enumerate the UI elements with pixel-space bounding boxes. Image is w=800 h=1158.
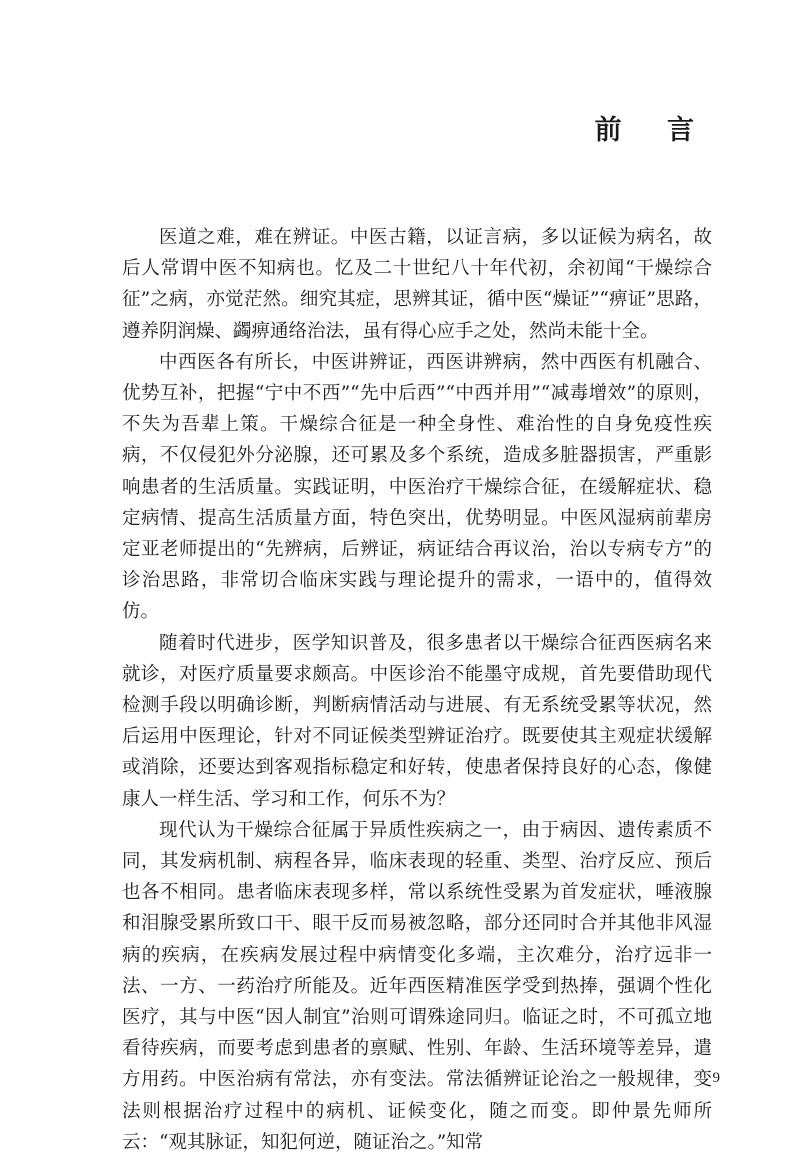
page-number: 9	[712, 1070, 720, 1086]
body-text	[122, 222, 712, 1158]
paragraph: 随着时代进步，医学知识普及，很多患者以干燥综合征西医病名来就诊，对医疗质量要求颇高。中医诊治不能墨守成规，首先要借助现代检测手段以明确诊断，判断病情活动与进展、有无系统受累等状况，然后运用中医理论，针对不同证候类型辨证治疗。既要使其主观症状缓解或消除，还要达到客观指标稳定和好转，使患者保持良好的心态，像健康人一样生活、学习和工作，何乐不为？	[122, 632, 712, 810]
page-title: 前 言	[594, 115, 712, 146]
paragraph: 现代认为干燥综合征属于异质性疾病之一，由于病因、遗传素质不同，其发病机制、病程各异，临床表现的轻重、类型、治疗反应、预后也各不相同。患者临床表现多样，常以系统性受累为首发症状，唾液腺和泪腺受累所致口干、眼干反而易被忽略，部分还同时合并其他非风湿病的疾病，在疾病发展过程中病情变化多端，主次难分，治疗远非一法、一方、一药治疗所能及。近年西医精准医学受到热捧，强调个性化医疗，其与中医“因人制宜”治则可谓殊途同归。临证之时，不可孤立地看待疾病，而要考虑到患者的禀赋、性别、年龄、生活环境等差异，遣方用药。中医治病有常法，亦有变法。常法循辨证论治之一般规律，变法则根据治疗过程中的病机、证候变化，随之而变。即仲景先师所云：“观其脉证，知犯何逆，随证治之。”知常	[122, 819, 712, 1153]
paragraph: 中西医各有所长，中医讲辨证，西医讲辨病，然中西医有机融合、优势互补，把握“宁中不西”“先中后西”“中西并用”“减毒增效”的原则，不失为吾辈上策。干燥综合征是一种全身性、难治性的自身免疫性疾病，不仅侵犯外分泌腺，还可累及多个系统，造成多脏器损害，严重影响患者的生活质量。实践证明，中医治疗干燥综合征，在缓解症状、稳定病情、提高生活质量方面，特色突出，优势明显。中医风湿病前辈房定亚老师提出的“先辨病，后辨证，病证结合再议治，治以专病专方”的诊治思路，非常切合临床实践与理论提升的需求，一语中的，值得效仿。	[122, 351, 712, 623]
paragraph: 医道之难，难在辨证。中医古籍，以证言病，多以证候为病名，故后人常谓中医不知病也。忆及二十世纪八十年代初，余初闻“干燥综合征”之病，亦觉茫然。细究其症，思辨其证，循中医“燥证”“痹证”思路，遵养阴润燥、蠲痹通络治法，虽有得心应手之处，然尚未能十全。	[122, 227, 712, 342]
